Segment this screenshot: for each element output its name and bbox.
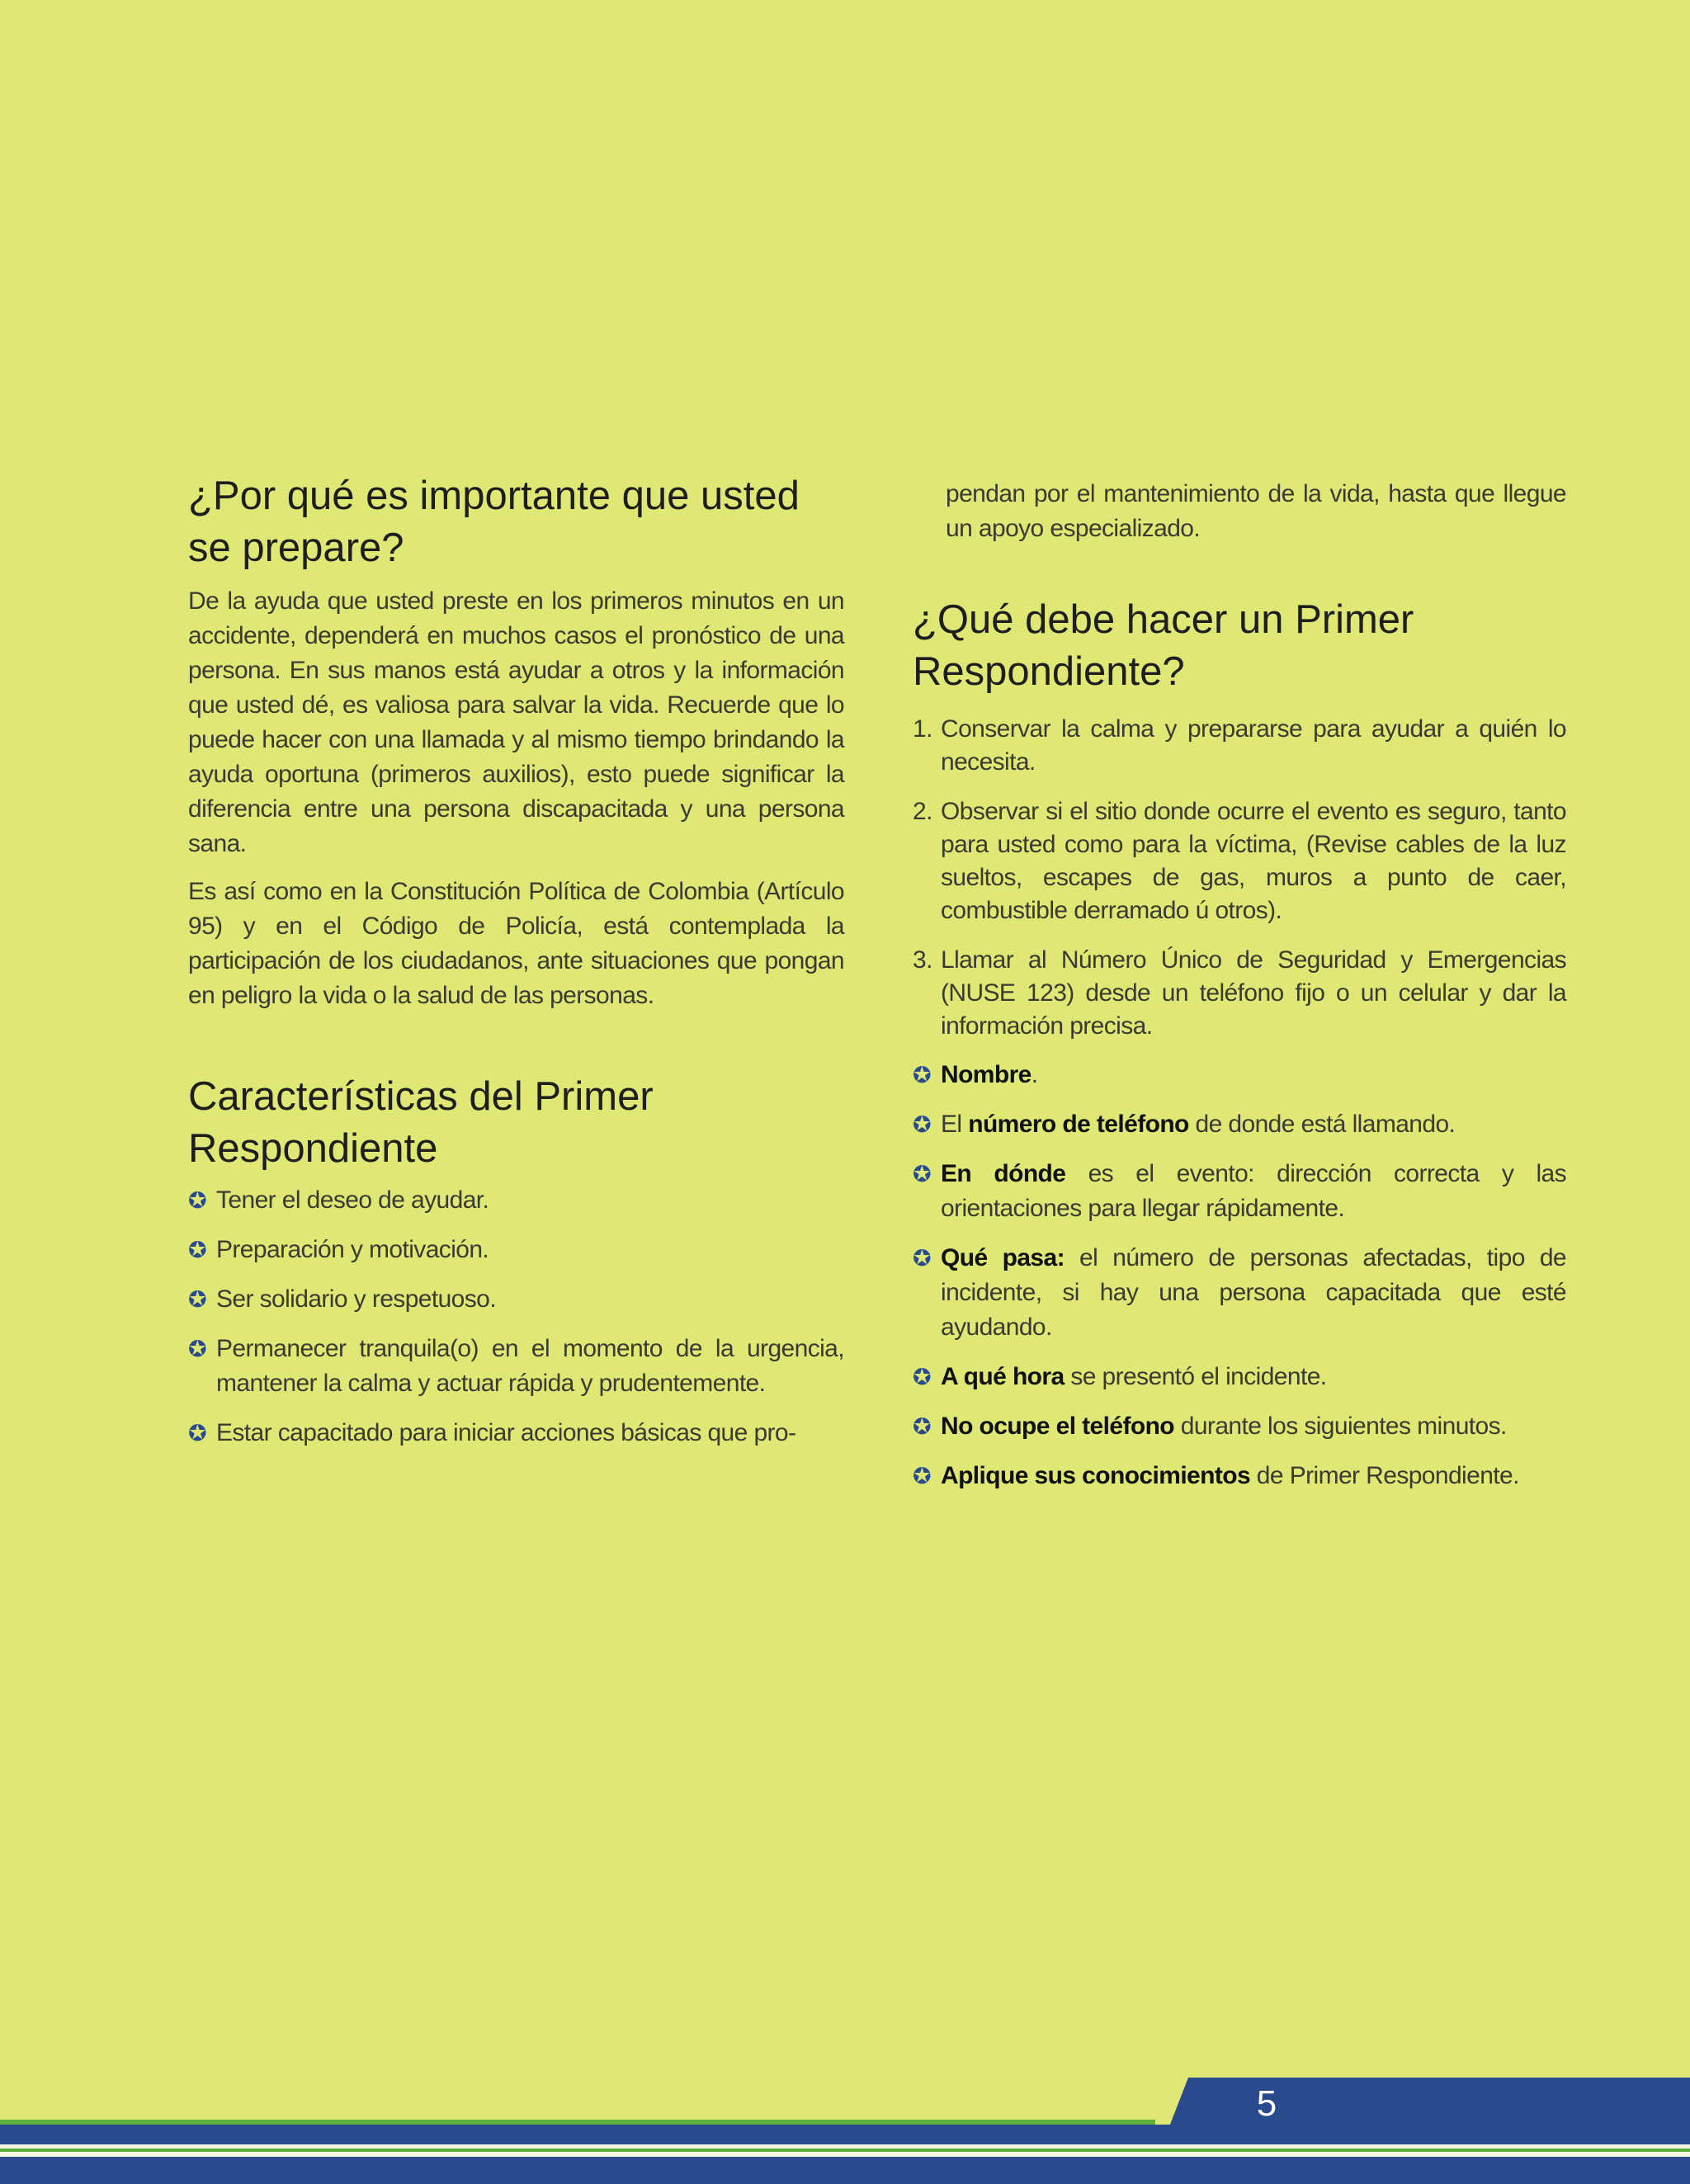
call-info-list <box>913 1058 1566 1493</box>
footer-green-line-top <box>0 2120 1155 2125</box>
list-item: ✪ En dónde es el evento: dirección correcta y las orientaciones para llegar rápidamente. <box>913 1157 1566 1226</box>
list-item: 2. Observar si el sitio donde ocurre el evento es seguro, tanto para usted como para la víctima, (Revise cables de la luz sueltos, escapes de gas, muros a punto de caer, combustible derramado ú otros). <box>913 798 1566 924</box>
list-item: ✪ Ser solidario y respetuoso. <box>188 1282 844 1317</box>
star-bullet-icon: ✪ <box>913 1162 932 1186</box>
footer-white-gap-2 <box>0 2152 1690 2157</box>
footer-blue-band <box>0 2125 1690 2144</box>
star-bullet-icon: ✪ <box>188 1287 207 1312</box>
list-item: ✪ Qué pasa: el número de personas afectadas, tipo de incidente, si hay una persona capacitada que esté ayudando. <box>913 1241 1566 1345</box>
list-item: ✪ Permanecer tranquila(o) en el momento de la urgencia, mantener la calma y actuar rápida y prudentemente. <box>188 1332 844 1401</box>
star-bullet-icon: ✪ <box>913 1365 932 1389</box>
star-bullet-icon: ✪ <box>913 1464 932 1488</box>
page-number: 5 <box>1256 2083 1277 2124</box>
list-item: ✪ El número de teléfono de donde está llamando. <box>913 1107 1566 1142</box>
list-item: ✪ A qué hora se presentó el incidente. <box>913 1360 1566 1394</box>
list-item: 3. Llamar al Número Único de Seguridad y Emergencias (NUSE 123) desde un teléfono fijo o un celular y dar la información precisa. <box>913 946 1566 1040</box>
list-item: ✪ Estar capacitado para iniciar acciones básicas que pro- <box>188 1416 844 1450</box>
list-item: ✪ Tener el deseo de ayudar. <box>188 1183 844 1218</box>
star-bullet-icon: ✪ <box>913 1414 932 1439</box>
footer-green-line-mid <box>0 2149 1690 2152</box>
star-bullet-icon: ✪ <box>913 1246 932 1271</box>
section-title-why-prepare: ¿Por qué es importante que usted se prepare? <box>188 474 800 570</box>
list-item: ✪ No ocupe el teléfono durante los siguientes minutos. <box>913 1409 1566 1444</box>
section-title-what-to-do: ¿Qué debe hacer un Primer Respondiente? <box>913 597 1414 694</box>
right-column <box>913 477 1566 1508</box>
footer-blue-bottom <box>0 2157 1690 2184</box>
star-bullet-icon: ✪ <box>913 1063 932 1087</box>
star-bullet-icon: ✪ <box>188 1337 207 1361</box>
paragraph-continuation: pendan por el mantenimiento de la vida, hasta que llegue un apoyo especializado. <box>946 480 1566 542</box>
left-column <box>188 470 844 1465</box>
star-bullet-icon: ✪ <box>188 1188 207 1213</box>
list-item: ✪ Aplique sus conocimientos de Primer Respondiente. <box>913 1459 1566 1493</box>
list-item: ✪ Nombre. <box>913 1058 1566 1092</box>
list-item: 1. Conservar la calma y prepararse para ayudar a quién lo necesita. <box>913 715 1566 776</box>
paragraph-constitution: Es así como en la Constitución Política de Colombia (Artículo 95) y en el Código de Policía, está contemplada la participación de los ciudadanos, ante situaciones que pongan en peligro la vida o la salud de las personas. <box>188 878 844 1009</box>
footer-white-gap <box>0 2144 1690 2149</box>
characteristics-list <box>188 1183 844 1450</box>
star-bullet-icon: ✪ <box>188 1421 207 1446</box>
paragraph-intro: De la ayuda que usted preste en los primeros minutos en un accidente, dependerá en muchos casos el pronóstico de una persona. En sus manos está ayudar a otros y la información que usted dé, es valiosa para salvar la vida. Recuerde que lo puede hacer con una llamada y al mismo tiempo brindando la ayuda oportuna (primeros auxilios), esto puede significar la diferencia entre una persona discapacitada y una persona sana. <box>188 587 844 857</box>
steps-list <box>913 713 1566 1043</box>
list-item: ✪ Preparación y motivación. <box>188 1233 844 1267</box>
footer-stripes <box>0 2067 1690 2184</box>
star-bullet-icon: ✪ <box>188 1238 207 1262</box>
star-bullet-icon: ✪ <box>913 1112 932 1137</box>
section-title-characteristics: Características del Primer Respondiente <box>188 1074 654 1171</box>
